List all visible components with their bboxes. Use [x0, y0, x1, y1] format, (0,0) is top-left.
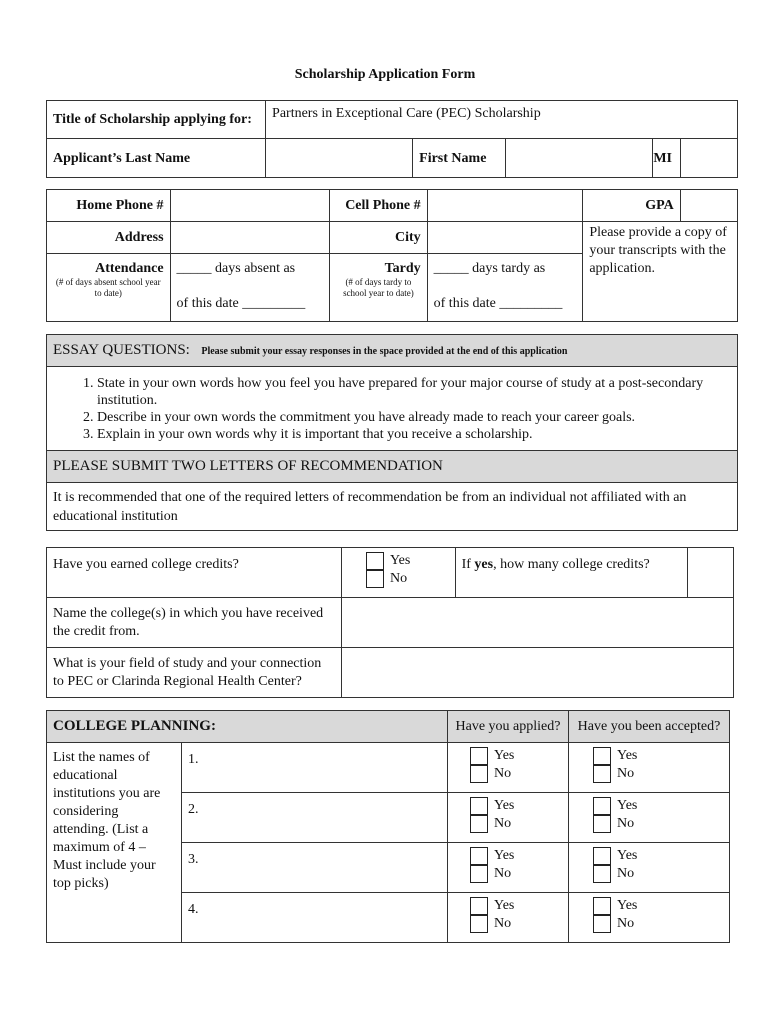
institution-number: 1. [188, 752, 199, 767]
no-label: No [494, 766, 512, 781]
applied-cell [448, 743, 569, 793]
tardy-cell [330, 254, 427, 322]
accepted-cell [569, 893, 730, 943]
college-planning-table [46, 710, 730, 943]
yes-label: Yes [617, 898, 638, 913]
days-absent-text: _____ days absent as [176, 261, 296, 276]
yes-label: Yes [617, 748, 638, 763]
credits-no-label: No [389, 571, 408, 586]
first-name-label: First Name [413, 139, 506, 178]
scholarship-header-table [46, 100, 738, 178]
essay-heading: ESSAY QUESTIONS: [53, 341, 190, 358]
accepted-cell [569, 743, 730, 793]
credits-count-question [455, 548, 688, 598]
last-name-field[interactable] [266, 139, 413, 178]
no-label: No [494, 866, 512, 881]
essay-subheading: Please submit your essay responses in the space provided at the end of this application [201, 345, 568, 357]
accepted-cell [569, 843, 730, 893]
no-label: No [617, 766, 635, 781]
yes-label: Yes [494, 898, 515, 913]
yes-label: Yes [617, 848, 638, 863]
yes-label: Yes [617, 798, 638, 813]
planning-instructions: List the names of educational institutions you are considering attending. (List a maximum of 4 – Must include your top picks) [47, 743, 182, 943]
accepted-no-checkbox[interactable] [593, 815, 611, 833]
tardy-note: (# of days tardy to school year to date) [343, 277, 414, 298]
applied-no-checkbox[interactable] [470, 915, 488, 933]
no-label: No [617, 916, 635, 931]
credits-yes-label: Yes [389, 553, 411, 568]
yes-label: Yes [494, 798, 515, 813]
last-name-label: Applicant’s Last Name [47, 139, 266, 178]
form-title: Scholarship Application Form [294, 67, 476, 82]
credits-no-checkbox[interactable] [366, 570, 384, 588]
essay-heading-cell [47, 335, 738, 367]
applied-header: Have you applied? [448, 711, 569, 743]
accepted-cell [569, 793, 730, 843]
institution-field[interactable] [182, 893, 448, 943]
days-absent-field[interactable] [170, 254, 330, 322]
transcript-note [583, 222, 738, 322]
no-label: No [494, 916, 512, 931]
scholarship-title-label: Title of Scholarship applying for: [47, 101, 266, 139]
applied-no-checkbox[interactable] [470, 865, 488, 883]
field-of-study-field[interactable] [341, 648, 733, 698]
yes-label: Yes [494, 748, 515, 763]
yes-label: Yes [494, 848, 515, 863]
credits-if-suffix: , how many college credits? [493, 557, 650, 572]
institution-field[interactable] [182, 793, 448, 843]
credits-yn-cell [341, 548, 455, 598]
applied-yes-checkbox[interactable] [470, 797, 488, 815]
recommendation-text: It is recommended that one of the required letters of recommendation be from an individual not affiliated with an educational institution [47, 483, 738, 531]
home-phone-field[interactable] [170, 190, 330, 222]
accepted-yes-checkbox[interactable] [593, 897, 611, 915]
tardy-date-text: of this date _________ [433, 296, 563, 311]
days-tardy-field[interactable] [427, 254, 583, 322]
essay-question: 2. Describe in your own words the commitment you have already made to reach your career goals. [97, 409, 731, 426]
cell-phone-field[interactable] [427, 190, 583, 222]
credits-question: Have you earned college credits? [47, 548, 342, 598]
recommendation-heading: PLEASE SUBMIT TWO LETTERS OF RECOMMENDATION [47, 451, 738, 483]
credits-count-field[interactable] [688, 548, 734, 598]
attendance-label: Attendance [95, 261, 164, 276]
no-label: No [617, 866, 635, 881]
institution-field[interactable] [182, 743, 448, 793]
transcript-note-text: Please provide a copy of your transcripts with the application. [589, 225, 727, 276]
accepted-no-checkbox[interactable] [593, 915, 611, 933]
applied-no-checkbox[interactable] [470, 765, 488, 783]
address-field[interactable] [170, 222, 330, 254]
essay-question: 3. Explain in your own words why it is important that you receive a scholarship. [97, 426, 731, 443]
tardy-label: Tardy [384, 261, 421, 276]
essay-table [46, 334, 738, 531]
first-name-field[interactable] [506, 139, 653, 178]
home-phone-label: Home Phone # [47, 190, 171, 222]
applied-yes-checkbox[interactable] [470, 897, 488, 915]
accepted-no-checkbox[interactable] [593, 865, 611, 883]
essay-questions-list [53, 375, 731, 443]
planning-heading: COLLEGE PLANNING: [47, 711, 448, 743]
credits-table [46, 547, 734, 698]
institution-number: 2. [188, 802, 199, 817]
address-label: Address [47, 222, 171, 254]
college-name-field[interactable] [341, 598, 733, 648]
mi-field[interactable] [681, 139, 737, 177]
accepted-no-checkbox[interactable] [593, 765, 611, 783]
essay-question: 1. State in your own words how you feel you have prepared for your major course of study at a post-secondary institution. [97, 375, 731, 409]
credits-yes-checkbox[interactable] [366, 552, 384, 570]
cell-phone-label: Cell Phone # [330, 190, 427, 222]
accepted-header: Have you been accepted? [569, 711, 730, 743]
days-tardy-text: _____ days tardy as [433, 261, 546, 276]
no-label: No [494, 816, 512, 831]
college-name-question: Name the college(s) in which you have received the credit from. [47, 598, 342, 648]
applied-cell [448, 793, 569, 843]
city-label: City [330, 222, 427, 254]
contact-table [46, 189, 738, 322]
accepted-yes-checkbox[interactable] [593, 797, 611, 815]
city-field[interactable] [427, 222, 583, 254]
credits-if-bold: yes [474, 557, 494, 572]
mi-label: MI [653, 139, 681, 177]
institution-number: 4. [188, 902, 199, 917]
applied-no-checkbox[interactable] [470, 815, 488, 833]
attendance-cell [47, 254, 171, 322]
no-label: No [617, 816, 635, 831]
accepted-yes-checkbox[interactable] [593, 847, 611, 865]
essay-questions-cell [47, 367, 738, 451]
absent-date-text: of this date _________ [176, 296, 306, 311]
field-of-study-question: What is your field of study and your connection to PEC or Clarinda Regional Health Center? [47, 648, 342, 698]
applied-yes-checkbox[interactable] [470, 747, 488, 765]
attendance-note: (# of days absent school year to date) [55, 277, 161, 298]
applied-cell [448, 893, 569, 943]
applied-cell [448, 843, 569, 893]
institution-number: 3. [188, 852, 199, 867]
scholarship-title-value[interactable]: Partners in Exceptional Care (PEC) Scholarship [266, 101, 738, 139]
applied-yes-checkbox[interactable] [470, 847, 488, 865]
institution-field[interactable] [182, 843, 448, 893]
credits-if-prefix: If [461, 557, 475, 572]
accepted-yes-checkbox[interactable] [593, 747, 611, 765]
gpa-label: GPA [583, 190, 680, 222]
gpa-field[interactable] [680, 190, 737, 222]
